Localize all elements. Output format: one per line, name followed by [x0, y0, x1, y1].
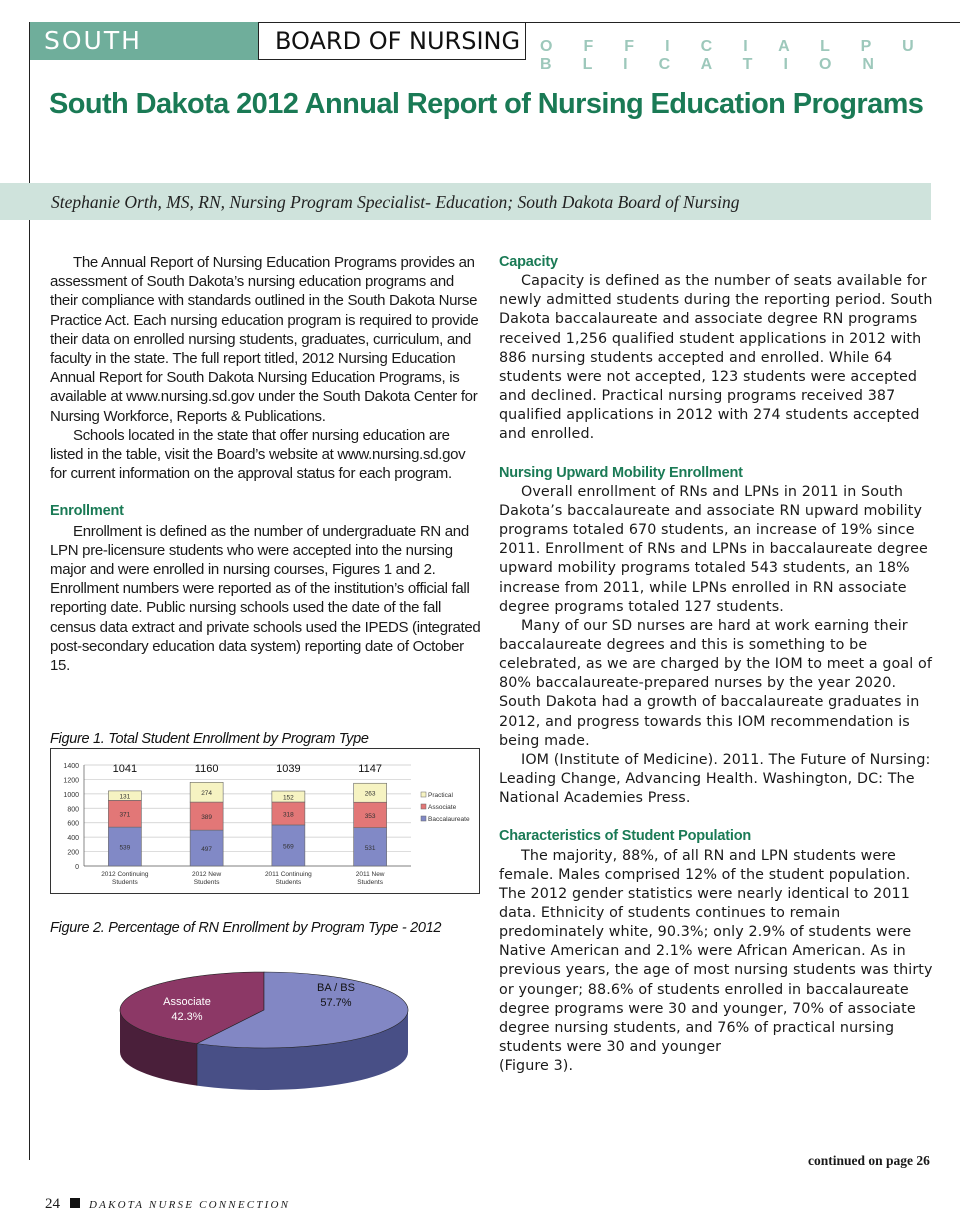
bar-value-label: 497 — [201, 846, 213, 854]
bar-value-label: 389 — [201, 814, 213, 822]
bar-total-label: 1147 — [358, 763, 382, 775]
y-tick-label: 800 — [67, 806, 79, 814]
characteristics-figure-ref: (Figure 3). — [499, 1058, 574, 1075]
legend-label: Baccalaureate — [428, 816, 470, 823]
page-number: 24 — [45, 1196, 60, 1212]
figure-1-bar-chart — [51, 749, 479, 893]
page-footer — [45, 1196, 290, 1213]
legend-swatch — [421, 804, 426, 809]
left-column — [50, 253, 482, 675]
figure-2-pie-chart — [110, 962, 420, 1102]
y-tick-label: 1400 — [63, 763, 79, 770]
legend-label: Associate — [428, 804, 457, 811]
x-tick-label: Students — [275, 879, 302, 886]
right-column — [499, 253, 935, 1076]
mobility-paragraph-3: IOM (Institute of Medicine). 2011. The Future of Nursing: Leading Change, Advancing Health. Washington, DC: The National Academies Press. — [499, 751, 931, 807]
pie-label-ba-bs: BA / BS — [317, 982, 355, 994]
page-title: South Dakota 2012 Annual Report of Nursing Education Programs — [49, 88, 924, 120]
figure-1-frame — [50, 748, 480, 894]
bar-value-label: 274 — [201, 790, 213, 798]
bar-total-label: 1160 — [194, 763, 219, 775]
y-tick-label: 600 — [67, 820, 79, 828]
legend-label: Practical — [428, 792, 453, 799]
bar-value-label: 353 — [364, 812, 376, 820]
byline: Stephanie Orth, MS, RN, Nursing Program Specialist- Education; South Dakota Board of Nursing — [51, 192, 740, 212]
legend-swatch — [421, 792, 426, 797]
publication-name: DAKOTA NURSE CONNECTION — [89, 1199, 291, 1211]
bar-value-label: 152 — [282, 794, 294, 802]
characteristics-paragraph: The majority, 88%, of all RN and LPN students were female. Males comprised 12% of the student population. The 2012 gender statistics were nearly identical to 2011 data. Ethnicity of students continues to remain predominately white, 90.3%; only 2.9% of students were Native American and 2.1% were African American. As in previous years, the age of most nursing students was thirty or younger; 88.6% of students enrolled in baccalaureate degree programs were 30 and younger, 70% of associate degree nursing students, and 76% of practical nursing students were 30 and younger — [499, 847, 933, 1056]
bar-value-label: 318 — [282, 811, 294, 819]
pie-pct-associate: 42.3% — [171, 1011, 203, 1023]
x-tick-label: Students — [357, 879, 383, 886]
bar-value-label: 371 — [119, 811, 131, 819]
pie-label-associate: Associate — [163, 996, 211, 1008]
bar-value-label: 263 — [364, 790, 376, 798]
capacity-paragraph: Capacity is defined as the number of seats available for newly admitted students during the reporting period. South Dakota baccalaureate and associate degree RN programs received 1,256 qualified student applications in 2012 with 886 nursing students accepted and enrolled. While 64 students were not accepted, 123 students were accepted and declined. Practical nursing programs received 387 qualified applications in 2012 with 274 students accepted and enrolled. — [499, 273, 933, 443]
bar-value-label: 569 — [282, 843, 294, 851]
x-tick-label: Students — [193, 879, 220, 886]
x-tick-label: 2011 Continuing — [264, 871, 312, 878]
intro-paragraph-2: Schools located in the state that offer nursing education are listed in the table, visit the Board’s website at www.nursing.sd.gov for current information on the approval status for each program. — [50, 426, 466, 483]
legend-swatch — [421, 816, 426, 821]
x-tick-label: 2012 Continuing — [101, 871, 149, 878]
mobility-paragraph-1: Overall enrollment of RNs and LPNs in 2011 in South Dakota’s baccalaureate and associate RN upward mobility programs totaled 670 students, an increase of 19% since 2011. Enrollment of RNs and LPNs in baccalaureate degree upward mobility programs totaled 543 students, an 18% increase from 2011, while LPNs enrolled in RN associate degree programs totaled 127 students. — [499, 483, 928, 615]
y-tick-label: 1200 — [63, 777, 79, 785]
bar-value-label: 131 — [119, 793, 131, 801]
bar-total-label: 1039 — [276, 763, 301, 775]
pie-pct-ba-bs: 57.7% — [320, 997, 352, 1009]
bar-total-label: 1041 — [112, 763, 138, 775]
continued-note: continued on page 26 — [808, 1153, 930, 1168]
y-tick-label: 1000 — [63, 791, 79, 799]
enrollment-heading: Enrollment — [50, 503, 124, 520]
figure-1-caption: Figure 1. Total Student Enrollment by Program Type — [50, 731, 369, 747]
bar-value-label: 539 — [119, 844, 131, 852]
masthead-board: BOARD OF NURSING — [258, 22, 526, 60]
x-tick-label: 2012 New — [191, 871, 222, 878]
y-tick-label: 0 — [75, 864, 79, 871]
x-tick-label: Students — [112, 879, 138, 886]
figure-2-caption: Figure 2. Percentage of RN Enrollment by Program Type - 2012 — [50, 920, 442, 936]
masthead-official-publication: O F F I C I A L P U B L I C A T I O N — [540, 38, 927, 73]
bar-value-label: 531 — [364, 844, 376, 852]
footer-square-icon — [70, 1198, 80, 1208]
y-tick-label: 200 — [67, 849, 79, 857]
intro-paragraph-1: The Annual Report of Nursing Education Programs provides an assessment of South Dakota’s nursing education programs and their compliance with standards outlined in the South Dakota Nurse Practice Act. Each nursing education program is required to provide their data on enrolled nursing students, graduates, curriculum, and faculty in the state. The full report titled, 2012 Nursing Education Annual Report for South Dakota Nursing Education Programs, is available at www.nursing.sd.gov under the South Dakota Center for Nursing Workforce, Reports & Publications. — [50, 254, 479, 425]
characteristics-heading: Characteristics of Student Population — [499, 828, 752, 845]
mobility-paragraph-2: Many of our SD nurses are hard at work earning their baccalaureate degrees and this is something to be celebrated, as we are charged by the IOM to meet a goal of 80% baccalaureate-prepared nurses by the year 2020. South Dakota had a growth of baccalaureate graduates in 2012, and progress towards this IOM recommendation is being made. — [499, 617, 932, 749]
x-tick-label: 2011 New — [355, 871, 385, 878]
mobility-heading: Nursing Upward Mobility Enrollment — [499, 464, 743, 481]
capacity-heading: Capacity — [499, 254, 558, 270]
y-tick-label: 400 — [67, 835, 79, 843]
enrollment-paragraph: Enrollment is defined as the number of undergraduate RN and LPN pre-licensure students who were accepted into the nursing major and were enrolled in nursing courses, Figures 1 and 2. Enrollment numbers were reported as of the institution’s official fall reporting date. Public nursing schools used the date of the fall census data extract and private schools used the IPEDS (integrated post-secondary education data system) reporting date of October 15. — [50, 522, 481, 675]
masthead-state: SOUTH DAKOTA — [30, 22, 258, 60]
page-frame-top — [525, 22, 960, 23]
